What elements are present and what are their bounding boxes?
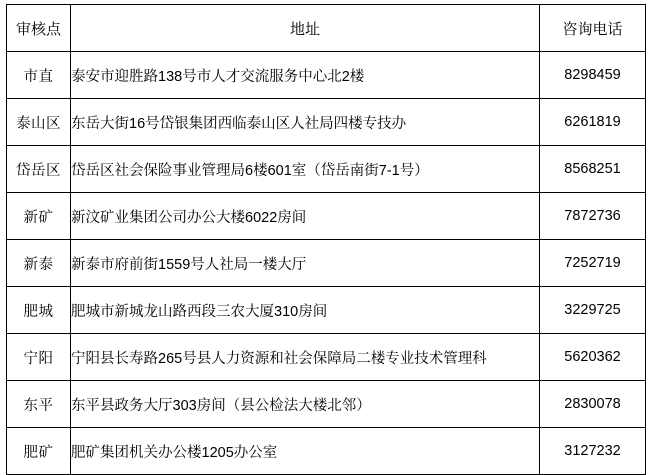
cell-address: 东平县政务大厅303房间（县公检法大楼北邻） [71,381,540,428]
table-header [7,5,646,52]
table-row [7,428,646,475]
cell-address: 肥矿集团机关办公楼1205办公室 [71,428,540,475]
table-row [7,52,646,99]
cell-phone: 2830078 [540,381,646,428]
cell-address: 泰安市迎胜路138号市人才交流服务中心北2楼 [71,52,540,99]
audit-points-table [6,4,646,475]
cell-phone: 5620362 [540,334,646,381]
cell-point: 肥矿 [7,428,71,475]
table-row [7,193,646,240]
cell-phone: 7872736 [540,193,646,240]
table-row [7,381,646,428]
cell-address: 东岳大街16号岱银集团西临泰山区人社局四楼专技办 [71,99,540,146]
cell-point: 泰山区 [7,99,71,146]
cell-point: 东平 [7,381,71,428]
cell-phone: 8568251 [540,146,646,193]
cell-point: 岱岳区 [7,146,71,193]
column-header-point: 审核点 [7,5,71,52]
table-row [7,146,646,193]
cell-phone: 3229725 [540,287,646,334]
cell-point: 市直 [7,52,71,99]
cell-address: 宁阳县长寿路265号县人力资源和社会保障局二楼专业技术管理科 [71,334,540,381]
table-header-row [7,5,646,52]
cell-address: 肥城市新城龙山路西段三农大厦310房间 [71,287,540,334]
cell-point: 宁阳 [7,334,71,381]
table-row [7,240,646,287]
table-row [7,334,646,381]
cell-point: 新泰 [7,240,71,287]
cell-point: 新矿 [7,193,71,240]
table-body [7,52,646,475]
cell-address: 新汶矿业集团公司办公大楼6022房间 [71,193,540,240]
cell-phone: 6261819 [540,99,646,146]
column-header-phone: 咨询电话 [540,5,646,52]
cell-point: 肥城 [7,287,71,334]
cell-address: 岱岳区社会保险事业管理局6楼601室（岱岳南街7-1号） [71,146,540,193]
cell-address: 新泰市府前街1559号人社局一楼大厅 [71,240,540,287]
cell-phone: 7252719 [540,240,646,287]
column-header-address: 地址 [71,5,540,52]
cell-phone: 8298459 [540,52,646,99]
table-row [7,287,646,334]
cell-phone: 3127232 [540,428,646,475]
table-row [7,99,646,146]
